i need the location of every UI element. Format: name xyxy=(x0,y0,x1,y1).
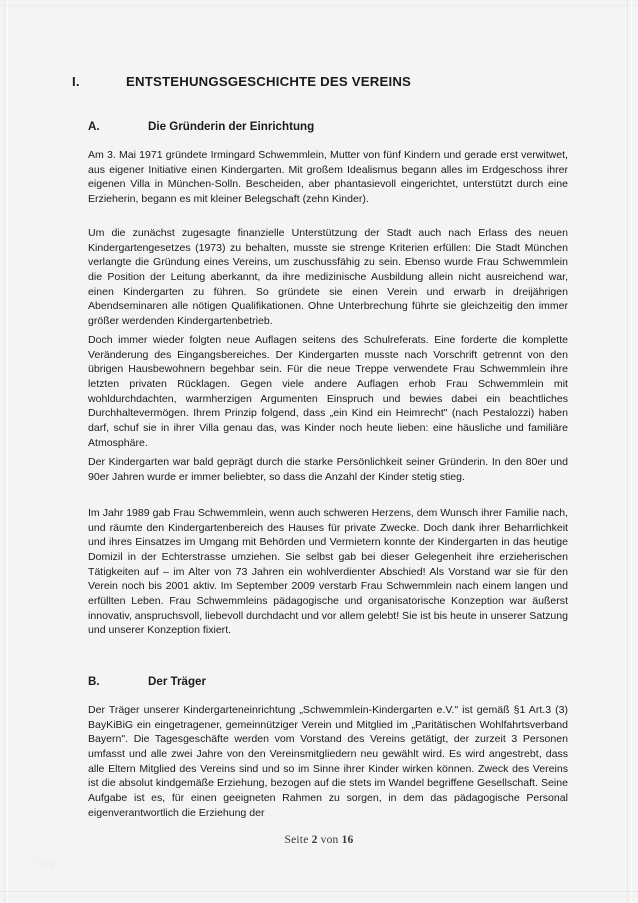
section-heading-b xyxy=(88,675,206,688)
paragraph-6: Der Träger unserer Kindergarteneinrichtung „Schwemmlein-Kindergarten e.V." ist gemäß §1 Art.3 (3) BayKiBiG ein eingetragener, gemeinnütziger Verein und Mitglied im „Paritätischen Wohlfahrtsverband Bayern". Die Tagesgeschäfte werden vom Vorstand des Vereins getätigt, der zurzeit 3 Personen umfasst und alle zwei Jahre von den Vereinsmitgliedern neu gewählt wird. Es wird angestrebt, dass alle Eltern Mitglied des Vereins sind und so im Sinne ihrer Kinder wirken können. Zweck des Vereins ist die absolut kindgemäße Erziehung, bezogen auf die stets im Wandel begriffene Gesellschaft. Seine Aufgabe ist es, für einen geeigneten Rahmen zu sorgen, in dem das pädagogische Personal eigenverantwortlich die Erziehung der xyxy=(88,704,568,819)
paragraph-1: Am 3. Mai 1971 gründete Irmingard Schwemmlein, Mutter von fünf Kindern und gerade erst verwitwet, aus eigener Initiative einen Kindergarten. Mit großem Idealismus begann alles im Erdgeschoss ihrer eigenen Villa in München-Solln. Bescheiden, aber phantasievoll eingerichtet, unterstützt durch eine Erzieherin, begann es mit kleiner Belegschaft (zehn Kinder). xyxy=(88,149,568,205)
section-b-number: B. xyxy=(88,675,100,688)
footer-page-number: 2 xyxy=(311,834,318,846)
chapter-number: I. xyxy=(72,74,80,89)
footer-prefix: Seite xyxy=(284,834,309,846)
page-border-bottom-inner xyxy=(0,896,638,897)
watermark-text: blog xyxy=(36,858,56,869)
page-border-top xyxy=(0,5,638,6)
chapter-title-text: ENTSTEHUNGSGESCHICHTE DES VEREINS xyxy=(126,74,412,89)
footer-separator: von xyxy=(320,834,339,846)
section-b-title-text: Der Träger xyxy=(148,675,206,688)
paragraph-5: Im Jahr 1989 gab Frau Schwemmlein, wenn auch schweren Herzens, dem Wunsch ihrer Familie nach, und räumte den Kindergartenbereich des Hauses für private Zwecke. Doch dank ihrer Beharrlichkeit und ihres Einsatzes im Umgang mit Behörden und Vermietern konnte der Kindergarten in das heutige Domizil in der Echterstrasse umziehen. Sie selbst gab bei dieser Gelegenheit ihre erzieherischen Tätigkeiten auf – im Alter von 73 Jahren ein wohlverdienter Abschied! Als Vorstand war sie für den Verein noch bis 2001 aktiv. Im September 2009 verstarb Frau Schwemmlein nach einem langen und erfüllten Leben. Frau Schwemmleins pädagogische und organisatorische Konzeption war äußerst innovativ, anspruchsvoll, liebevoll durchdacht und vor allem gelebt! Sie ist bis heute in unserer Satzung und unserer Konzeption fixiert. xyxy=(88,507,568,637)
section-a-title-text: Die Gründerin der Einrichtung xyxy=(148,120,315,133)
page-border-left xyxy=(4,0,5,903)
paragraph-2: Um die zunächst zugesagte finanzielle Unterstützung der Stadt auch nach Erlass des neuen Kindergartengesetzes (1973) zu behalten, musste sie strenge Kriterien erfüllen: Die Stadt München verlangte die Gründung eines Vereins, um zuschussfähig zu sein. Ebenso wurde Frau Schwemmlein die Position der Leitung aberkannt, da ihre medizinische Ausbildung allein nicht ausreichend war, einen Kindergarten zu führen. So gründete sie einen Verein und erwarb in dreijährigen Abendseminaren alle nötigen Qualifikationen. Ohne Unterbrechung führte sie gleichzeitig den immer größer werdenden Kindergartenbetrieb. xyxy=(88,227,568,327)
page-footer xyxy=(0,834,638,846)
section-a-number: A. xyxy=(88,120,100,133)
page-border-left-inner xyxy=(7,0,8,903)
page-border-right xyxy=(627,0,628,903)
chapter-heading xyxy=(72,74,411,89)
paragraph-4: Der Kindergarten war bald geprägt durch die starke Persönlichkeit seiner Gründerin. In den 80er und 90er Jahren wurde er immer beliebter, so dass die Anzahl der Kinder stetig stieg. xyxy=(88,456,568,483)
page-border-right-inner xyxy=(631,0,632,903)
section-heading-a xyxy=(88,120,314,133)
paragraph-3: Doch immer wieder folgten neue Auflagen seitens des Schulreferats. Eine forderte die komplette Veränderung des Eingangsbereiches. Der Kindergarten musste nach Vorschrift getrennt von den übrigen Hausbewohnern begehbar sein. Für die neue Treppe verwendete Frau Schwemmlein ihre letzten privaten Rücklagen. Gegen viele andere Auflagen erhob Frau Schwemmlein mit wohldurchdachten, warmherzigen Argumenten Einspruch und bewies dabei ein beachtliches Durchhaltevermögen. Ihrem Prinzip folgend, dass „ein Kind ein Heimrecht" (nach Pestalozzi) haben darf, schuf sie in ihrer Villa genau das, was Kinder noch heute lieben: eine häusliche und familiäre Atmosphäre. xyxy=(88,334,568,449)
page-border-bottom xyxy=(0,891,638,892)
footer-total-pages: 16 xyxy=(341,834,354,846)
